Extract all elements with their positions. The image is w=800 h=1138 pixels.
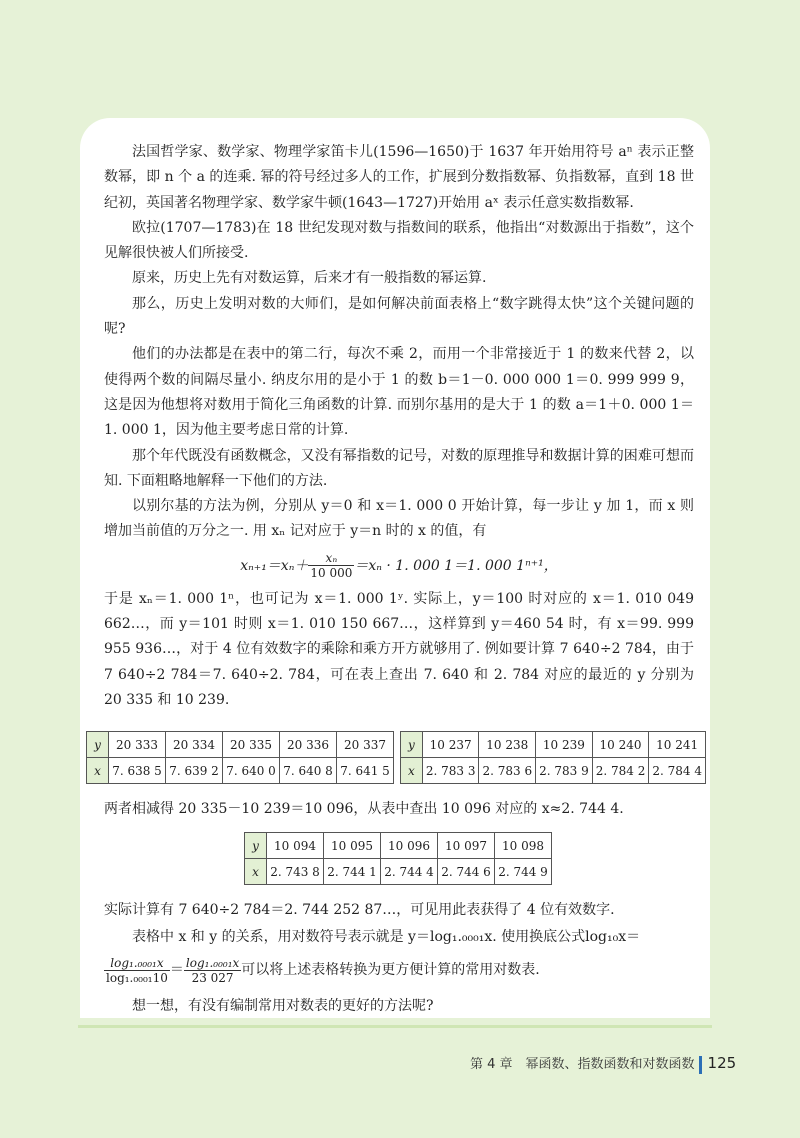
table-cell: 20 336 bbox=[280, 732, 337, 758]
table-cell: 2. 743 8 bbox=[267, 859, 324, 885]
fraction-1-den: log₁.₀₀₀₁10 bbox=[106, 970, 168, 985]
formula-frac-den: 10 000 bbox=[310, 566, 353, 581]
conversion-formula bbox=[104, 952, 694, 988]
table-cell: 2. 783 6 bbox=[479, 758, 536, 784]
formula-lhs: xₙ₊₁＝xₙ＋ bbox=[240, 557, 309, 574]
table-header-y: y bbox=[401, 732, 423, 758]
table-cell: 7. 638 5 bbox=[109, 758, 166, 784]
fraction-2-den: 23 027 bbox=[191, 970, 234, 985]
table-cell: 2. 783 9 bbox=[536, 758, 593, 784]
paragraph-burgi: 以别尔基的方法为例，分别从 y＝0 和 x＝1. 000 0 开始计算，每一步让 y 加 1，而 x 则增加当前值的万分之一. 用 xₙ 记对应于 y＝n 时的 x 的值，有 bbox=[104, 498, 694, 540]
fraction-2-num: log₁.₀₀₀₁x bbox=[185, 955, 240, 970]
conversion-fraction-1 bbox=[104, 956, 170, 985]
table-cell: 2. 744 1 bbox=[324, 859, 381, 885]
final-question: 想一想，有没有编制常用对数表的更好的方法呢? bbox=[132, 998, 434, 1014]
table-cell: 20 335 bbox=[223, 732, 280, 758]
fraction-1-num: log₁.₀₀₀₁x bbox=[104, 956, 170, 971]
top-text-block bbox=[104, 140, 694, 713]
table-cell: 10 098 bbox=[495, 833, 552, 859]
table-cell: 20 334 bbox=[166, 732, 223, 758]
page-footer bbox=[470, 1052, 736, 1074]
table-cell: 20 333 bbox=[109, 732, 166, 758]
paragraph-question: 那么，历史上发明对数的大师们，是如何解决前面表格上“数字跳得太快”这个关键问题的呢? bbox=[104, 295, 694, 338]
chapter-title: 第 4 章 幂函数、指数函数和对数函数 bbox=[470, 1057, 695, 1072]
tables-row bbox=[86, 731, 706, 787]
paragraph-euler: 欧拉(1707—1783)在 18 世纪发现对数与指数间的联系，他指出“对数源出于指数”，这个见解很快被人们所接受. bbox=[104, 219, 694, 262]
table-cell: 2. 744 4 bbox=[381, 859, 438, 885]
recurrence-formula bbox=[104, 547, 694, 585]
paragraph-era: 那个年代既没有函数概念，又没有幂指数的记号，对数的原理推导和数据计算的困难可想而知. 下面粗略地解释一下他们的方法. bbox=[104, 447, 694, 489]
table-row bbox=[245, 833, 552, 859]
paragraph-history: 原来，历史上先有对数运算，后来才有一般指数的幂运算. bbox=[132, 270, 487, 287]
table-row bbox=[87, 732, 394, 758]
table-cell: 7. 640 0 bbox=[223, 758, 280, 784]
table-cell: 10 239 bbox=[536, 732, 593, 758]
paragraph-after-formula: 于是 xₙ＝1. 000 1ⁿ，也可记为 x＝1. 000 1ʸ. 实际上，y＝100 时对应的 x＝1. 010 049 662…，而 y＝101 时则 x＝1. 010 150 667…，这样算到 y＝460 54 时，有 x＝99. 999 955 936…，对于 4 位有效数字的乘除和乘方开方就够用了. 例如要计算 7 640÷2 784，由于 7 640÷2 784＝7. 640÷2. 784，可在表上查出 7. 640 和 2. 784 对应的最近的 y 分别为 20 335 和 10 239. bbox=[104, 590, 694, 708]
table-row bbox=[245, 859, 552, 885]
table-cell: 10 094 bbox=[267, 833, 324, 859]
table-header-x: x bbox=[87, 758, 109, 784]
paragraph-method: 他们的办法都是在表中的第二行，每次不乘 2，而用一个非常接近于 1 的数来代替 2，以使得两个数的间隔尽量小. 纳皮尔用的是小于 1 的数 b＝1－0. 000 000 1＝0. 999 999 9，这是因为他想将对数用于简化三角函数的计算. 而别尔基用的是大于 1 的数 a＝1＋0. 000 1＝1. 000 1，因为他主要考虑日常的计算. bbox=[104, 346, 694, 439]
line-after-table3: 实际计算有 7 640÷2 784＝2. 744 252 87…，可见用此表获得了 4 位有效数字. bbox=[104, 902, 615, 918]
table-header-x: x bbox=[245, 859, 267, 885]
formula-frac-num: xₙ bbox=[308, 551, 354, 566]
paragraph-relation: 表格中 x 和 y 的关系，用对数符号表示就是 y＝log₁.₀₀₀₁x. 使用换底公式log₁₀x＝ bbox=[132, 929, 641, 945]
conversion-fraction-2 bbox=[184, 956, 241, 985]
table-cell: 2. 784 2 bbox=[592, 758, 649, 784]
table-cell: 7. 641 5 bbox=[337, 758, 394, 784]
table-cell: 2. 744 9 bbox=[495, 859, 552, 885]
table-cell: 10 241 bbox=[649, 732, 706, 758]
table-cell: 10 237 bbox=[422, 732, 479, 758]
line-after-tables: 两者相减得 20 335－10 239＝10 096，从表中查出 10 096 对应的 x≈2. 744 4. bbox=[104, 801, 624, 817]
divider bbox=[78, 1025, 712, 1028]
table-cell: 10 097 bbox=[438, 833, 495, 859]
table-cell: 7. 639 2 bbox=[166, 758, 223, 784]
page-number: 125 bbox=[707, 1054, 737, 1072]
table-row bbox=[401, 758, 706, 784]
value-table-2 bbox=[400, 731, 706, 784]
table-cell: 2. 783 3 bbox=[422, 758, 479, 784]
table-cell: 10 238 bbox=[479, 732, 536, 758]
formula-rhs: ＝xₙ · 1. 000 1＝1. 000 1ⁿ⁺¹， bbox=[354, 557, 558, 574]
paragraph-descartes: 法国哲学家、数学家、物理学家笛卡儿(1596—1650)于 1637 年开始用符号 aⁿ 表示正整数幂，即 n 个 a 的连乘. 幂的符号经过多人的工作，扩展到分数指数幂、负指数幂，直到 18 世纪初，英国著名物理学家、数学家牛顿(1643—1727)开始用 aˣ 表示任意实数指数幂. bbox=[104, 144, 694, 211]
table-row bbox=[87, 758, 394, 784]
table-row bbox=[401, 732, 706, 758]
value-table-3 bbox=[244, 832, 552, 885]
table-cell: 2. 744 6 bbox=[438, 859, 495, 885]
table-header-x: x bbox=[401, 758, 423, 784]
table-header-y: y bbox=[87, 732, 109, 758]
table-cell: 10 240 bbox=[592, 732, 649, 758]
table-cell: 10 095 bbox=[324, 833, 381, 859]
conversion-tail: 可以将上述表格转换为更方便计算的常用对数表. bbox=[241, 962, 540, 978]
value-table-1 bbox=[86, 731, 394, 784]
table-cell: 10 096 bbox=[381, 833, 438, 859]
table-cell: 7. 640 8 bbox=[280, 758, 337, 784]
table-cell: 20 337 bbox=[337, 732, 394, 758]
table-header-y: y bbox=[245, 833, 267, 859]
formula-fraction bbox=[308, 551, 354, 580]
conversion-eq: ＝ bbox=[169, 962, 184, 978]
table-cell: 2. 784 4 bbox=[649, 758, 706, 784]
footer-separator bbox=[699, 1056, 702, 1074]
